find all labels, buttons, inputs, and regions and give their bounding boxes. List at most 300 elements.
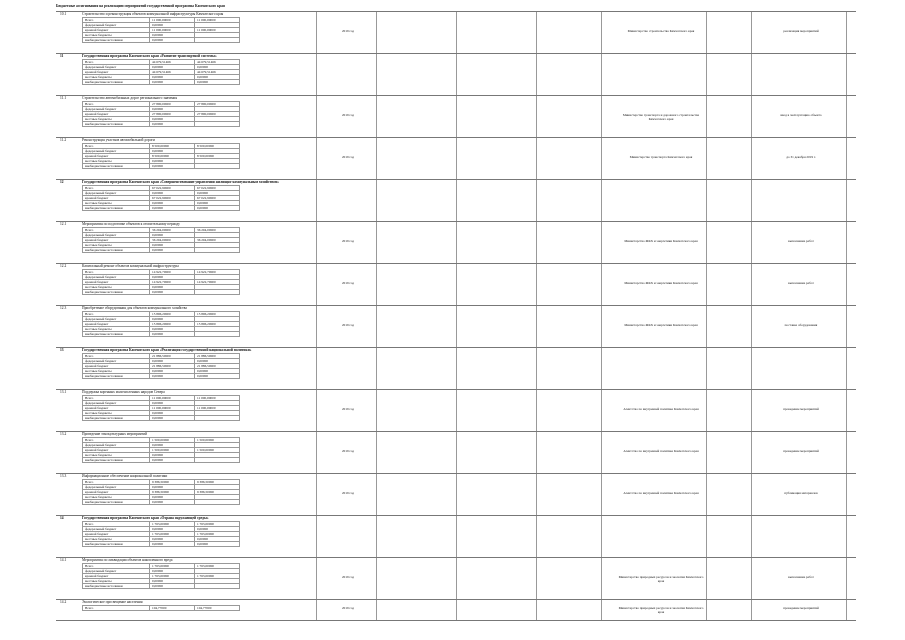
table-row bbox=[83, 164, 240, 169]
table-row bbox=[83, 500, 240, 505]
result-cell: выполнение работ bbox=[788, 575, 814, 579]
budget-source: внебюджетные источники bbox=[83, 374, 150, 379]
budget-source: Всего bbox=[83, 522, 150, 527]
amount: 0,00000 bbox=[150, 500, 195, 505]
budget-source: внебюджетные источники bbox=[83, 80, 150, 85]
column-divider bbox=[706, 222, 707, 263]
column-divider bbox=[376, 558, 377, 599]
amount: 11 000,00000 bbox=[150, 406, 195, 411]
budget-source: федеральный бюджет bbox=[83, 359, 150, 364]
amount bbox=[195, 332, 240, 337]
budget-source: федеральный бюджет bbox=[83, 485, 150, 490]
section-block bbox=[56, 95, 856, 138]
amount: 1 763,00000 bbox=[150, 564, 195, 569]
budget-source: федеральный бюджет bbox=[83, 401, 150, 406]
finance-table bbox=[82, 101, 240, 127]
executor-cell: Министерство природных ресурсов и экологии Камчатского края bbox=[618, 606, 704, 614]
column-divider bbox=[601, 516, 602, 557]
amount: 0,00000 bbox=[150, 359, 195, 364]
column-divider bbox=[456, 516, 457, 557]
executor-cell: Министерство ЖКХ и энергетики Камчатского края bbox=[624, 281, 698, 285]
amount bbox=[195, 290, 240, 295]
amount: 8 500,00000 bbox=[150, 154, 195, 159]
budget-source: местные бюджеты bbox=[83, 579, 150, 584]
finance-table bbox=[82, 17, 240, 43]
period-cell: 2019 год bbox=[342, 606, 354, 610]
column-divider bbox=[601, 54, 602, 95]
budget-source: местные бюджеты bbox=[83, 75, 150, 80]
amount: 0,00000 bbox=[150, 332, 195, 337]
amount: 0,00000 bbox=[150, 275, 195, 280]
column-divider bbox=[601, 558, 602, 599]
budget-source: местные бюджеты bbox=[83, 117, 150, 122]
amount: 0,00000 bbox=[150, 401, 195, 406]
amount bbox=[195, 416, 240, 421]
budget-source: краевой бюджет bbox=[83, 448, 150, 453]
result-cell: проведение мероприятий bbox=[783, 407, 819, 411]
column-divider bbox=[751, 432, 752, 473]
amount: 0,00000 bbox=[150, 374, 195, 379]
amount: 1 763,00000 bbox=[150, 532, 195, 537]
section-title: Мероприятия по подготовке объектов к отопительному периоду bbox=[82, 222, 180, 226]
amount: 44 679,51466 bbox=[195, 60, 240, 65]
budget-source: местные бюджеты bbox=[83, 327, 150, 332]
amount: 0,00000 bbox=[150, 411, 195, 416]
amount: 9 386,50000 bbox=[195, 480, 240, 485]
amount: 14 922,70000 bbox=[195, 270, 240, 275]
amount: 27 890,00000 bbox=[195, 112, 240, 117]
amount: 0,00000 bbox=[150, 248, 195, 253]
amount bbox=[195, 122, 240, 127]
amount: 11 000,00000 bbox=[195, 28, 240, 33]
budget-source: краевой бюджет bbox=[83, 196, 150, 201]
column-divider bbox=[456, 180, 457, 221]
column-divider bbox=[751, 600, 752, 620]
amount: 0,00000 bbox=[150, 164, 195, 169]
column-divider bbox=[751, 96, 752, 137]
amount: 36 204,00000 bbox=[150, 228, 195, 233]
amount: 14 922,70000 bbox=[150, 270, 195, 275]
section-title: Государственная программа Камчатского края «Развитие транспортной системы» bbox=[82, 54, 217, 58]
column-divider bbox=[376, 12, 377, 53]
amount: 0,00000 bbox=[195, 75, 240, 80]
period-cell: 2019 год bbox=[342, 407, 354, 411]
amount: 0,00000 bbox=[195, 374, 240, 379]
executor-cell: Министерство транспорта Камчатского края bbox=[629, 155, 693, 159]
column-divider bbox=[376, 432, 377, 473]
amount: 0,00000 bbox=[150, 579, 195, 584]
amount: 1 763,00000 bbox=[195, 532, 240, 537]
column-divider bbox=[456, 54, 457, 95]
column-divider bbox=[316, 306, 317, 347]
amount: 11 000,00000 bbox=[150, 396, 195, 401]
section-block bbox=[56, 137, 856, 180]
section-block bbox=[56, 599, 856, 621]
column-divider bbox=[536, 474, 537, 515]
column-divider bbox=[751, 390, 752, 431]
amount: 0,00000 bbox=[195, 201, 240, 206]
amount: 0,00000 bbox=[150, 327, 195, 332]
budget-source: внебюджетные источники bbox=[83, 38, 150, 43]
budget-source: краевой бюджет bbox=[83, 112, 150, 117]
budget-source: Всего bbox=[83, 270, 150, 275]
column-divider bbox=[601, 348, 602, 389]
amount bbox=[195, 164, 240, 169]
budget-source: местные бюджеты bbox=[83, 201, 150, 206]
column-divider bbox=[846, 306, 847, 347]
budget-source: краевой бюджет bbox=[83, 154, 150, 159]
amount: 21 886,50000 bbox=[195, 364, 240, 369]
column-divider bbox=[601, 96, 602, 137]
section-block bbox=[56, 431, 856, 474]
amount: 8 500,00000 bbox=[195, 144, 240, 149]
amount: 0,00000 bbox=[150, 584, 195, 589]
column-divider bbox=[751, 474, 752, 515]
amount: 11 000,00000 bbox=[195, 396, 240, 401]
budget-source: внебюджетные источники bbox=[83, 206, 150, 211]
amount: 0,00000 bbox=[195, 191, 240, 196]
document-page bbox=[56, 4, 856, 636]
amount: 0,00000 bbox=[150, 201, 195, 206]
executor-cell: Министерство ЖКХ и энергетики Камчатского края bbox=[624, 239, 698, 243]
budget-source: федеральный бюджет bbox=[83, 569, 150, 574]
column-divider bbox=[706, 138, 707, 179]
column-divider bbox=[846, 558, 847, 599]
amount: 0,00000 bbox=[195, 527, 240, 532]
amount: 21 886,50000 bbox=[150, 354, 195, 359]
column-divider bbox=[706, 348, 707, 389]
budget-source: Всего bbox=[83, 186, 150, 191]
table-row bbox=[83, 38, 240, 43]
column-divider bbox=[316, 264, 317, 305]
amount: 1 500,00000 bbox=[195, 438, 240, 443]
amount: 0,00000 bbox=[150, 495, 195, 500]
budget-source: внебюджетные источники bbox=[83, 416, 150, 421]
column-divider bbox=[376, 516, 377, 557]
budget-source: местные бюджеты bbox=[83, 411, 150, 416]
table-row bbox=[83, 122, 240, 127]
amount bbox=[195, 500, 240, 505]
column-divider bbox=[706, 12, 707, 53]
column-divider bbox=[846, 54, 847, 95]
executor-cell: Агентство по внутренней политике Камчатского края bbox=[623, 407, 699, 411]
amount bbox=[195, 584, 240, 589]
amount: 15 896,20000 bbox=[195, 322, 240, 327]
column-divider bbox=[536, 600, 537, 620]
section-number: 11.2 bbox=[60, 138, 67, 142]
column-divider bbox=[751, 138, 752, 179]
amount: 15 896,20000 bbox=[150, 312, 195, 317]
column-divider bbox=[316, 180, 317, 221]
budget-source: местные бюджеты bbox=[83, 243, 150, 248]
budget-source: местные бюджеты bbox=[83, 285, 150, 290]
table-row bbox=[83, 606, 240, 611]
executor-cell: Министерство ЖКХ и энергетики Камчатского края bbox=[624, 323, 698, 327]
column-divider bbox=[316, 432, 317, 473]
budget-source: Всего bbox=[83, 228, 150, 233]
amount: 1 763,00000 bbox=[150, 574, 195, 579]
table-row bbox=[83, 80, 240, 85]
column-divider bbox=[601, 12, 602, 53]
amount: 0,00000 bbox=[150, 233, 195, 238]
section-number: 14.2 bbox=[60, 600, 67, 604]
budget-source: внебюджетные источники bbox=[83, 164, 150, 169]
amount: 0,00000 bbox=[150, 443, 195, 448]
column-divider bbox=[456, 474, 457, 515]
finance-table bbox=[82, 479, 240, 505]
budget-source: краевой бюджет bbox=[83, 238, 150, 243]
column-divider bbox=[456, 348, 457, 389]
amount: 0,00000 bbox=[150, 458, 195, 463]
amount: 14 922,70000 bbox=[150, 280, 195, 285]
amount: 1 763,00000 bbox=[195, 564, 240, 569]
budget-source: Всего bbox=[83, 480, 150, 485]
column-divider bbox=[601, 222, 602, 263]
column-divider bbox=[751, 54, 752, 95]
table-row bbox=[83, 542, 240, 547]
column-divider bbox=[376, 96, 377, 137]
finance-table bbox=[82, 521, 240, 547]
budget-source: внебюджетные источники bbox=[83, 542, 150, 547]
column-divider bbox=[846, 222, 847, 263]
amount: 0,00000 bbox=[195, 542, 240, 547]
budget-source: краевой бюджет bbox=[83, 490, 150, 495]
amount: 0,00000 bbox=[150, 542, 195, 547]
amount: 0,00000 bbox=[195, 65, 240, 70]
section-title: Реконструкция участков автомобильной дороги bbox=[82, 138, 155, 142]
section-number: 14.1 bbox=[60, 558, 67, 562]
executor-cell: Министерство строительства Камчатского края bbox=[627, 29, 695, 33]
result-cell: публикация материалов bbox=[784, 491, 818, 495]
amount: 67 022,90000 bbox=[150, 196, 195, 201]
column-divider bbox=[536, 54, 537, 95]
amount: 0,00000 bbox=[150, 537, 195, 542]
result-cell: до 31 декабря 2019 г. bbox=[786, 155, 816, 159]
column-divider bbox=[846, 432, 847, 473]
section-title: Капитальный ремонт объектов коммунальной инфраструктуры bbox=[82, 264, 179, 268]
column-divider bbox=[706, 600, 707, 620]
section-title: Государственная программа Камчатского края «Совершенствование управления жилищно-коммунальным хозяйством» bbox=[82, 180, 280, 184]
column-divider bbox=[846, 516, 847, 557]
column-divider bbox=[706, 54, 707, 95]
budget-source: краевой бюджет bbox=[83, 70, 150, 75]
amount: 0,00000 bbox=[150, 117, 195, 122]
column-divider bbox=[706, 180, 707, 221]
section-block bbox=[56, 557, 856, 600]
column-divider bbox=[601, 180, 602, 221]
period-cell: 2019 год bbox=[342, 449, 354, 453]
period-cell: 2019 год bbox=[342, 155, 354, 159]
result-cell: реализация мероприятий bbox=[783, 29, 819, 33]
column-divider bbox=[751, 516, 752, 557]
amount: 27 890,00000 bbox=[150, 112, 195, 117]
amount: 0,00000 bbox=[150, 33, 195, 38]
column-divider bbox=[316, 558, 317, 599]
section-title: Строительство автомобильных дорог регионального значения bbox=[82, 96, 178, 100]
section-block bbox=[56, 263, 856, 306]
finance-table bbox=[82, 563, 240, 589]
amount: 0,00000 bbox=[150, 290, 195, 295]
column-divider bbox=[536, 348, 537, 389]
amount: 9 386,50000 bbox=[195, 490, 240, 495]
amount: 14 922,70000 bbox=[195, 280, 240, 285]
column-divider bbox=[536, 12, 537, 53]
result-cell: проведение мероприятий bbox=[783, 606, 819, 610]
budget-source: федеральный бюджет bbox=[83, 107, 150, 112]
amount: 0,00000 bbox=[150, 122, 195, 127]
column-divider bbox=[846, 12, 847, 53]
budget-source: краевой бюджет bbox=[83, 364, 150, 369]
budget-source: внебюджетные источники bbox=[83, 122, 150, 127]
column-divider bbox=[456, 12, 457, 53]
amount: 67 022,90000 bbox=[195, 196, 240, 201]
amount: 104,77000 bbox=[150, 606, 195, 611]
amount: 0,00000 bbox=[150, 317, 195, 322]
section-block bbox=[56, 347, 856, 390]
table-row bbox=[83, 584, 240, 589]
budget-source: федеральный бюджет bbox=[83, 527, 150, 532]
budget-source: внебюджетные источники bbox=[83, 500, 150, 505]
column-divider bbox=[536, 264, 537, 305]
budget-source: федеральный бюджет bbox=[83, 23, 150, 28]
budget-source: местные бюджеты bbox=[83, 369, 150, 374]
budget-source: Всего bbox=[83, 144, 150, 149]
section-number: 12.2 bbox=[60, 264, 67, 268]
column-divider bbox=[536, 96, 537, 137]
finance-table bbox=[82, 143, 240, 169]
result-cell: ввод в эксплуатацию объекта bbox=[780, 113, 822, 117]
period-cell: 2019 год bbox=[342, 113, 354, 117]
executor-cell: Агентство по внутренней политике Камчатского края bbox=[623, 491, 699, 495]
executor-cell: Министерство природных ресурсов и экологии Камчатского края bbox=[618, 575, 704, 583]
column-divider bbox=[536, 432, 537, 473]
column-divider bbox=[751, 12, 752, 53]
amount: 15 896,20000 bbox=[195, 312, 240, 317]
budget-source: федеральный бюджет bbox=[83, 149, 150, 154]
result-cell: поставка оборудования bbox=[784, 323, 818, 327]
period-cell: 2019 год bbox=[342, 491, 354, 495]
column-divider bbox=[846, 96, 847, 137]
section-block bbox=[56, 221, 856, 264]
column-divider bbox=[536, 180, 537, 221]
budget-source: федеральный бюджет bbox=[83, 191, 150, 196]
result-cell: выполнение работ bbox=[788, 239, 814, 243]
budget-source: федеральный бюджет bbox=[83, 275, 150, 280]
amount: 27 890,00000 bbox=[195, 102, 240, 107]
section-block bbox=[56, 11, 856, 54]
section-title: Строительство и реконструкция объектов коммунальной инфраструктуры Камчатского края bbox=[82, 12, 224, 16]
section-block bbox=[56, 53, 856, 96]
period-cell: 2019 год bbox=[342, 29, 354, 33]
amount: 0,00000 bbox=[150, 65, 195, 70]
section-title: Государственная программа Камчатского края «Охрана окружающей среды» bbox=[82, 516, 209, 520]
section-title: Проведение этнокультурных мероприятий bbox=[82, 432, 147, 436]
executor-cell: Агентство по внутренней политике Камчатского края bbox=[623, 449, 699, 453]
amount: 44 679,51466 bbox=[150, 60, 195, 65]
column-divider bbox=[846, 390, 847, 431]
column-divider bbox=[316, 54, 317, 95]
amount: 0,00000 bbox=[150, 369, 195, 374]
column-divider bbox=[601, 432, 602, 473]
budget-source: местные бюджеты bbox=[83, 537, 150, 542]
section-number: 13.3 bbox=[60, 474, 67, 478]
column-divider bbox=[751, 306, 752, 347]
budget-source: краевой бюджет bbox=[83, 280, 150, 285]
amount: 8 500,00000 bbox=[195, 154, 240, 159]
amount: 1 500,00000 bbox=[195, 448, 240, 453]
budget-source: краевой бюджет bbox=[83, 322, 150, 327]
column-divider bbox=[376, 348, 377, 389]
table-row bbox=[83, 290, 240, 295]
amount bbox=[195, 38, 240, 43]
column-divider bbox=[751, 348, 752, 389]
section-block bbox=[56, 515, 856, 558]
column-divider bbox=[601, 138, 602, 179]
section-number: 13.2 bbox=[60, 432, 67, 436]
budget-source: внебюджетные источники bbox=[83, 290, 150, 295]
column-divider bbox=[376, 306, 377, 347]
column-divider bbox=[376, 474, 377, 515]
column-divider bbox=[456, 264, 457, 305]
amount: 104,77000 bbox=[195, 606, 240, 611]
finance-table bbox=[82, 227, 240, 253]
column-divider bbox=[601, 306, 602, 347]
amount: 0,00000 bbox=[150, 149, 195, 154]
amount: 0,00000 bbox=[150, 453, 195, 458]
amount: 1 763,00000 bbox=[150, 522, 195, 527]
column-divider bbox=[376, 222, 377, 263]
period-cell: 2019 год bbox=[342, 575, 354, 579]
table-row bbox=[83, 206, 240, 211]
section-title: Информационное обеспечение национальной политики bbox=[82, 474, 168, 478]
section-number: 14 bbox=[60, 516, 64, 520]
amount: 21 886,50000 bbox=[195, 354, 240, 359]
table-row bbox=[83, 332, 240, 337]
amount bbox=[195, 248, 240, 253]
column-divider bbox=[706, 264, 707, 305]
section-number: 12.1 bbox=[60, 222, 67, 226]
budget-source: Всего bbox=[83, 438, 150, 443]
section-title: Приобретение оборудования для объектов коммунального хозяйства bbox=[82, 306, 187, 310]
column-divider bbox=[536, 138, 537, 179]
amount: 0,00000 bbox=[150, 191, 195, 196]
amount: 0,00000 bbox=[195, 206, 240, 211]
column-divider bbox=[536, 390, 537, 431]
column-divider bbox=[846, 180, 847, 221]
amount: 0,00000 bbox=[150, 285, 195, 290]
column-divider bbox=[376, 138, 377, 179]
column-divider bbox=[456, 600, 457, 620]
budget-source: внебюджетные источники bbox=[83, 458, 150, 463]
section-number: 11 bbox=[60, 54, 64, 58]
column-divider bbox=[706, 96, 707, 137]
section-number: 12.3 bbox=[60, 306, 67, 310]
column-divider bbox=[456, 138, 457, 179]
column-divider bbox=[456, 222, 457, 263]
budget-source: местные бюджеты bbox=[83, 495, 150, 500]
finance-table bbox=[82, 353, 240, 379]
budget-source: Всего bbox=[83, 102, 150, 107]
column-divider bbox=[376, 180, 377, 221]
column-divider bbox=[316, 96, 317, 137]
column-divider bbox=[706, 432, 707, 473]
finance-table bbox=[82, 269, 240, 295]
column-divider bbox=[536, 558, 537, 599]
budget-source: внебюджетные источники bbox=[83, 332, 150, 337]
amount: 0,00000 bbox=[150, 23, 195, 28]
amount: 0,00000 bbox=[150, 159, 195, 164]
amount: 36 204,00000 bbox=[195, 228, 240, 233]
